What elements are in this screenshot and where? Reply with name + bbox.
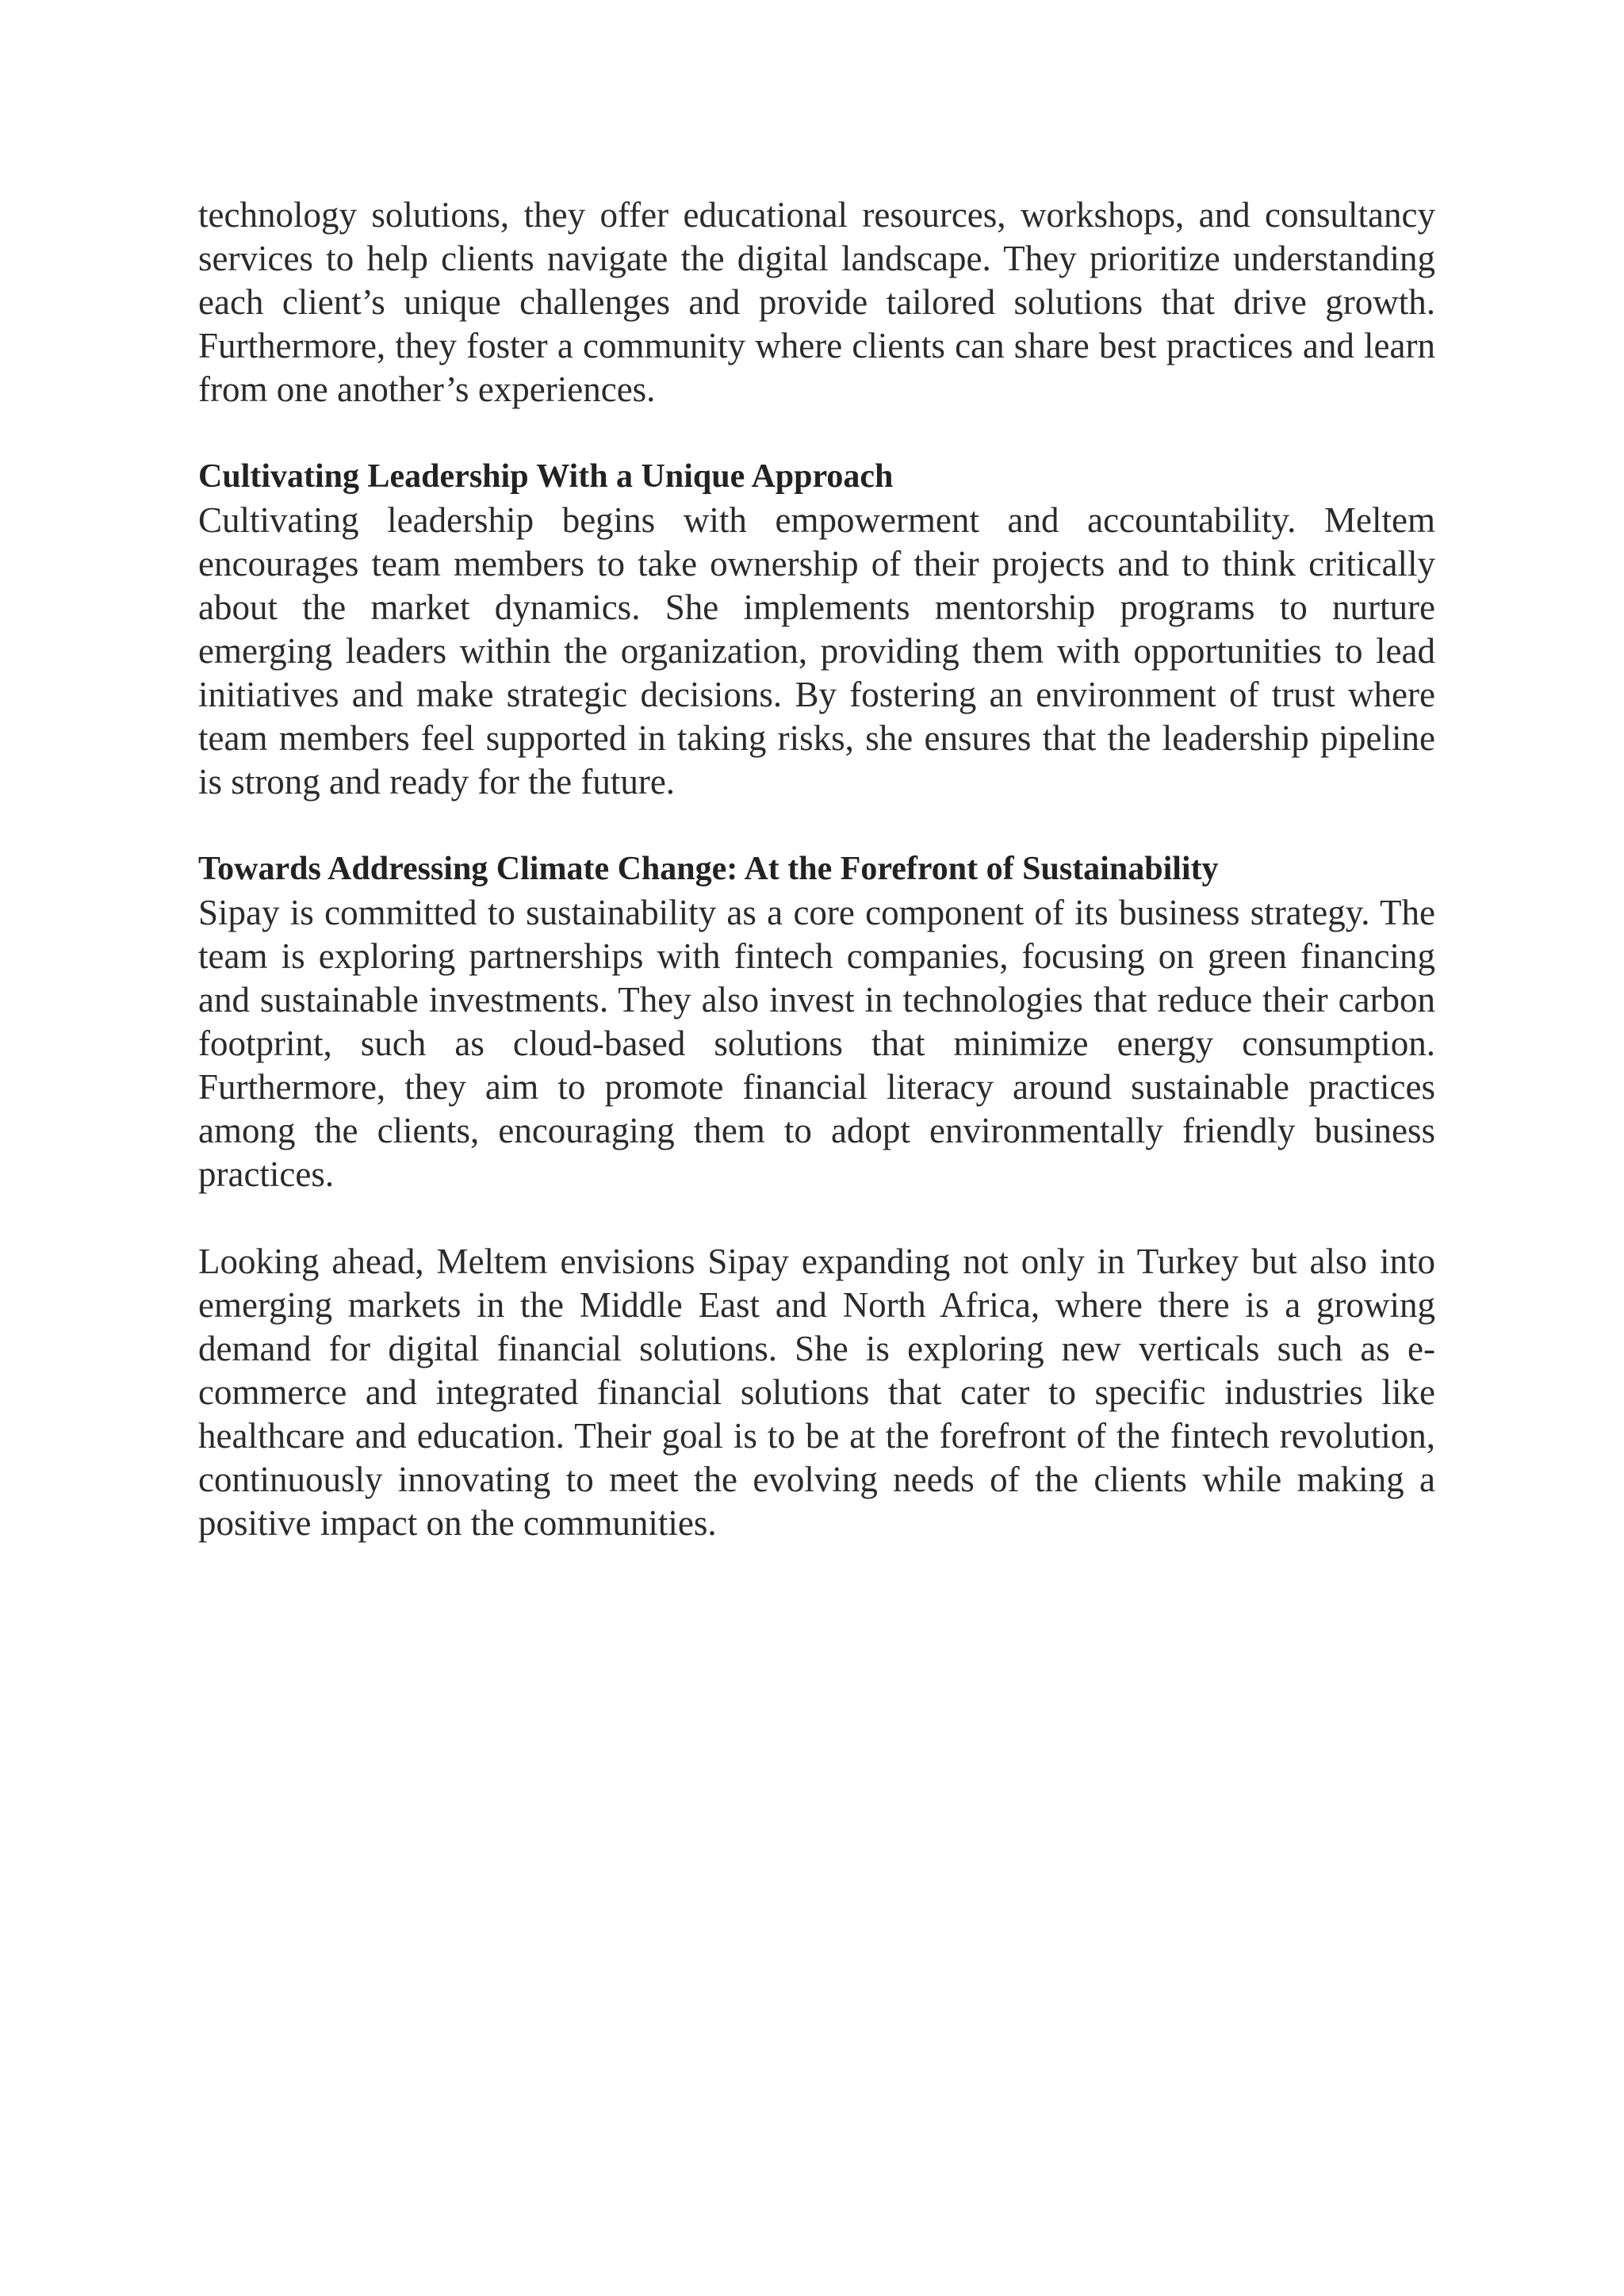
intro-paragraph: technology solutions, they offer educational resources, workshops, and consultancy services to help clients navigate the digital landscape. They prioritize understanding each client’s unique challenges and provide tailored solutions that drive growth. Furthermore, they foster a community where clients can share best practices and learn from one another’s experiences. bbox=[198, 195, 1435, 409]
section-heading-leadership: Cultivating Leadership With a Unique Approach bbox=[198, 458, 894, 495]
section-heading-sustainability: Towards Addressing Climate Change: At the Forefront of Sustainability bbox=[198, 851, 1219, 887]
section-body-leadership: Cultivating leadership begins with empowerment and accountability. Meltem encourages team members to take ownership of their projects and to think critically about the market dynamics. She implements mentorship programs to nurture emerging leaders within the organization, providing them with opportunities to lead initiatives and make strategic decisions. By fostering an environment of trust where team members feel supported in taking risks, she ensures that the leadership pipeline is strong and ready for the future. bbox=[198, 500, 1435, 802]
section-body-sustainability: Sipay is committed to sustainability as a core component of its business strategy. The team is exploring partnerships with fintech companies, focusing on green financing and sustainable investments. They also invest in technologies that reduce their carbon footprint, such as cloud-based solutions that minimize energy consumption. Furthermore, they aim to promote financial literacy around sustainable practices among the clients, encouraging them to adopt environmentally friendly business practices. bbox=[198, 893, 1435, 1194]
document-body bbox=[198, 193, 1435, 1545]
paragraph-spacer bbox=[198, 1196, 1435, 1240]
paragraph-spacer bbox=[198, 411, 1435, 455]
paragraph-spacer bbox=[198, 804, 1435, 848]
closing-paragraph: Looking ahead, Meltem envisions Sipay expanding not only in Turkey but also into emerging markets in the Middle East and North Africa, where there is a growing demand for digital financial solutions. She is exploring new verticals such as e-commerce and integrated financial solutions that cater to specific industries like healthcare and education. Their goal is to be at the forefront of the fintech revolution, continuously innovating to meet the evolving needs of the clients while making a positive impact on the communities. bbox=[198, 1242, 1435, 1543]
